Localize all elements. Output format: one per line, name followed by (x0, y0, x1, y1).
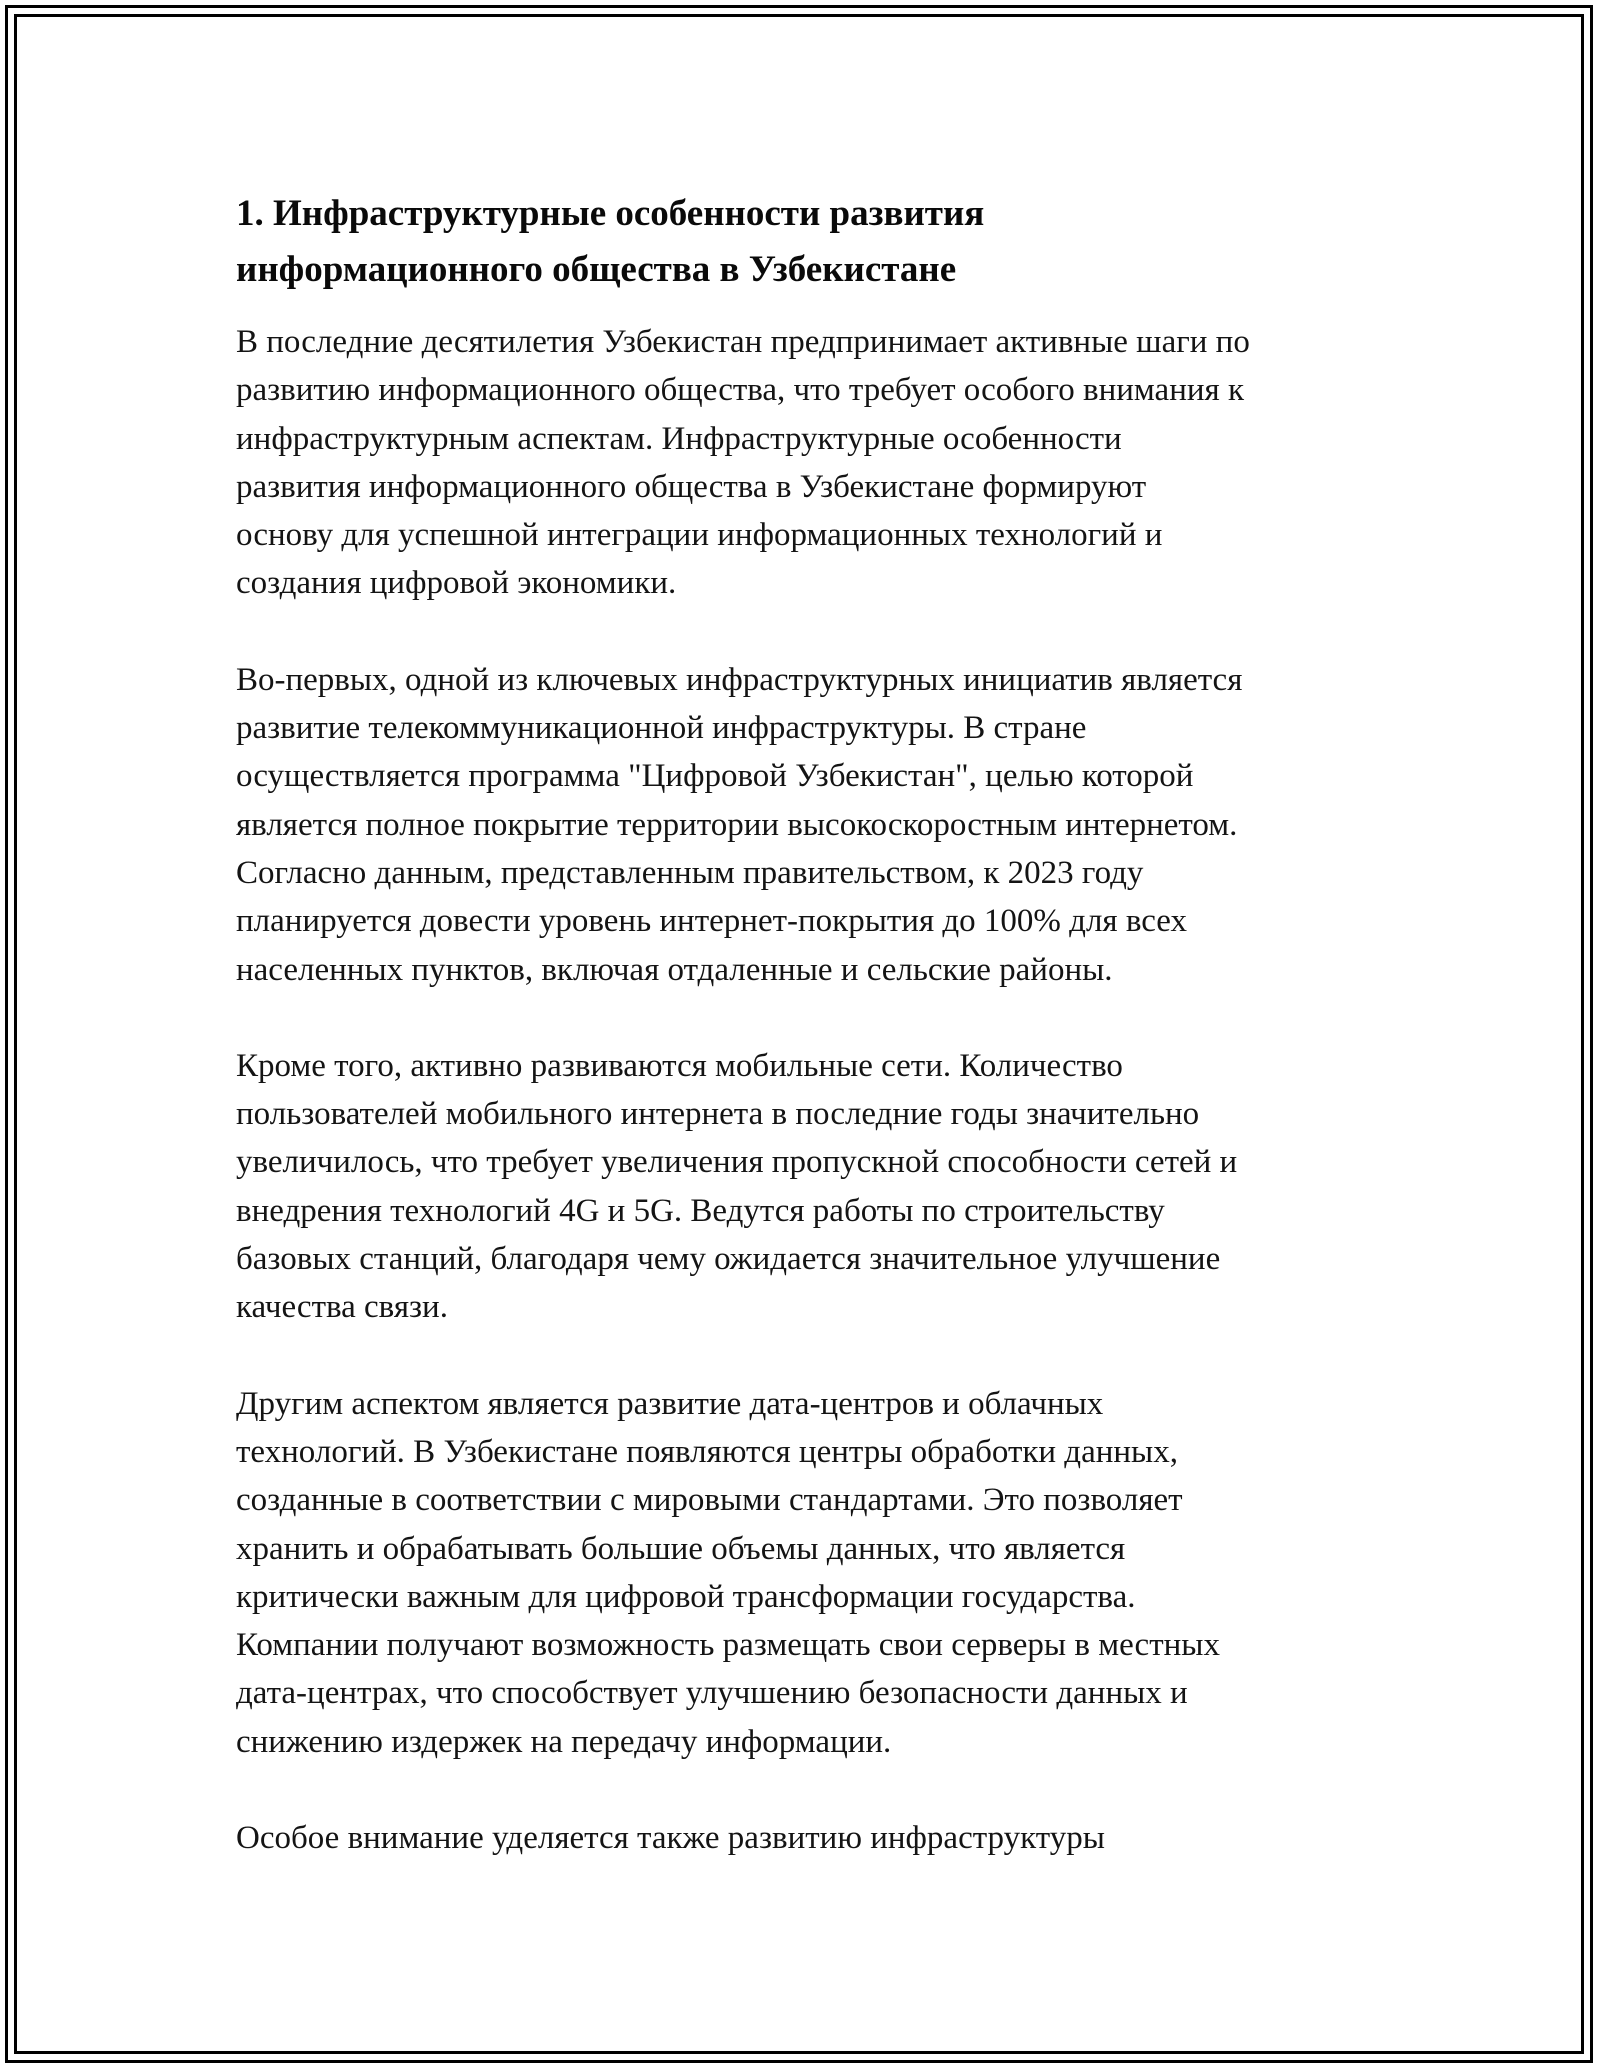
paragraph-infrastructure (236, 1814, 1396, 1862)
text-line: развития информационного общества в Узбекистане формируют (236, 468, 1147, 505)
text-line: развитие телекоммуникационной инфраструктуры. В стране (236, 710, 1087, 747)
text-line: населенных пунктов, включая отдаленные и сельские районы. (236, 951, 1113, 988)
text-line: критически важным для цифровой трансформации государства. (236, 1578, 1136, 1615)
text-line: планируется довести уровень интернет-покрытия до 100% для всех (236, 903, 1187, 940)
text-line: снижению издержек на передачу информации. (236, 1723, 892, 1760)
text-line: увеличилось, что требует увеличения пропускной способности сетей и (236, 1144, 1238, 1181)
document-body (236, 186, 1396, 1910)
text-line: Другим аспектом является развитие дата-центров и облачных (236, 1385, 1104, 1422)
text-line: технологий. В Узбекистане появляются центры обработки данных, (236, 1433, 1178, 1470)
heading-line: 1. Инфраструктурные особенности развития (236, 193, 985, 234)
text-line: внедрения технологий 4G и 5G. Ведутся работы по строительству (236, 1192, 1165, 1229)
text-line: пользователей мобильного интернета в последние годы значительно (236, 1096, 1200, 1133)
text-line: качества связи. (236, 1289, 448, 1326)
text-line: создания цифровой экономики. (236, 565, 677, 602)
text-line: Компании получают возможность размещать свои серверы в местных (236, 1627, 1220, 1664)
text-line: Во-первых, одной из ключевых инфраструктурных инициатив является (236, 661, 1243, 698)
text-line: Особое внимание уделяется также развитию инфраструктуры (236, 1820, 1105, 1857)
text-line: осуществляется программа "Цифровой Узбекистан", целью которой (236, 758, 1194, 795)
heading-line: информационного общества в Узбекистане (236, 249, 957, 290)
text-line: В последние десятилетия Узбекистан предпринимает активные шаги по (236, 324, 1250, 360)
text-line: является полное покрытие территории высокоскоростным интернетом. (236, 806, 1238, 843)
text-line: хранить и обрабатывать большие объемы данных, что является (236, 1530, 1126, 1567)
paragraph-datacenters (236, 1380, 1396, 1766)
paragraph-mobile (236, 1042, 1396, 1332)
text-line: базовых станций, благодаря чему ожидается значительное улучшение (236, 1241, 1221, 1278)
paragraph-telecom (236, 656, 1396, 994)
text-line: Кроме того, активно развиваются мобильные сети. Количество (236, 1047, 1123, 1084)
section-heading (236, 186, 1396, 298)
text-line: основу для успешной интеграции информационных технологий и (236, 517, 1163, 554)
text-line: дата-центрах, что способствует улучшению безопасности данных и (236, 1675, 1188, 1712)
paragraph-intro (236, 318, 1396, 608)
text-line: инфраструктурным аспектам. Инфраструктурные особенности (236, 420, 1122, 457)
text-line: развитию информационного общества, что требует особого внимания к (236, 372, 1244, 409)
text-line: Согласно данным, представленным правительством, к 2023 году (236, 854, 1144, 891)
text-line: созданные в соответствии с мировыми стандартами. Это позволяет (236, 1482, 1183, 1519)
